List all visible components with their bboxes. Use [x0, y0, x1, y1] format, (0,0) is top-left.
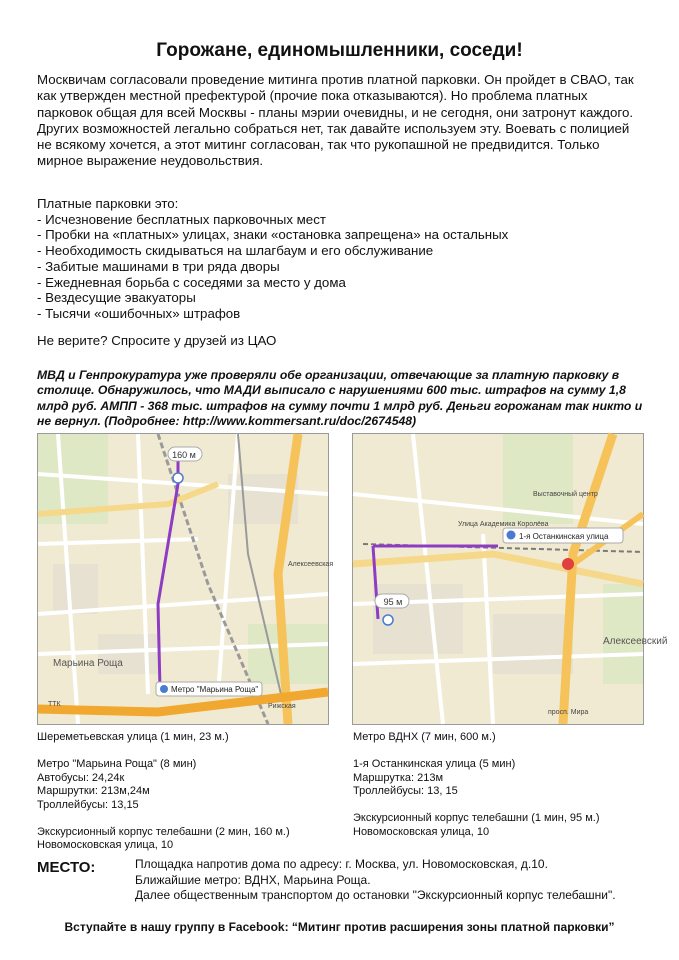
intro-paragraph-2: Других возможностей легально собраться нет, так давайте используем эту. Воевать с полицией не всякому хочется, а этот митинг согласован, так что рукопашной не предвидится. Только мирное выражение неудовольствия.: [37, 120, 630, 169]
stop-label: 1-я Останкинская улица: [519, 532, 609, 541]
list-item: - Ежедневная борьба с соседями за место у дома: [37, 274, 346, 290]
district-label: Марьина Роща: [53, 658, 123, 669]
routes-left: [37, 731, 337, 853]
map-left-canvas: [38, 434, 334, 724]
street-label: Алексеевская: [288, 561, 334, 568]
route-line-text: Новомосковская улица, 10: [37, 839, 174, 851]
list-heading: Платные парковки это:: [37, 196, 179, 211]
walk-distance-right: 95 м: [383, 597, 403, 607]
list-item: - Вездесущие эвакуаторы: [37, 290, 196, 306]
route-line-text: 1-я Останкинская улица (5 мин): [353, 758, 516, 770]
route-line-text: Новомосковская улица, 10: [353, 825, 490, 838]
route-line-text: Автобусы: 24,24к: [37, 771, 125, 784]
route-line-text: Троллейбусы: 13,15: [37, 798, 139, 811]
list-item: - Необходимость скидываться на шлагбаум и его обслуживание: [37, 243, 434, 259]
route-line-text: Метро "Марьина Роща" (8 мин): [37, 758, 197, 770]
walk-distance-left: 160 м: [172, 450, 196, 460]
stop-marker-icon: [173, 473, 183, 483]
list-item: - Забитые машинами в три ряда дворы: [37, 258, 280, 274]
list-item: - Исчезновение бесплатных парковочных мест: [37, 211, 326, 227]
map-marina-roshcha: [37, 433, 334, 725]
route-line-text: Маршрутки: 213м,24м: [37, 785, 150, 797]
stop-marker-icon: [383, 615, 393, 625]
place-metro: Ближайшие метро: ВДНХ, Марьина Роща.: [135, 872, 371, 887]
route-line-text: Метро ВДНХ (7 мин, 600 м.): [353, 731, 496, 743]
question-text: Не верите? Спросите у друзей из ЦАО: [37, 333, 277, 348]
place-details: [135, 857, 616, 904]
park-area: [603, 584, 643, 684]
station-label: Рижская: [268, 703, 296, 710]
district-label: Алексеевский: [603, 636, 668, 647]
center-label: Выставочный центр: [533, 491, 598, 498]
map-vdnh: [352, 433, 668, 725]
place-transport: Далее общественным транспортом до остановки "Экскурсионный корпус телебашни".: [135, 888, 616, 902]
investigation-note: МВД и Генпрокуратура уже проверяли обе организации, отвечающие за платную парковку в столице. Обнаружилось, что МАДИ выписало с нарушениями 600 тыс. штрафов на сумму 1,8 млрд руб. АМПП - 368 тыс. штрафов на сумму почти 1 млрд руб. Деньги горожанам так никто и не вернул. (Подробнее: http://www.kommersant.ru/doc/2674548): [37, 368, 643, 429]
list-item: - Тысячи «ошибочных» штрафов: [37, 305, 241, 321]
map-right-canvas: [353, 434, 668, 724]
route-line-text: Маршрутка: 213м: [353, 771, 444, 784]
paid-parking-list: [37, 196, 642, 322]
route-line-text: Троллейбусы: 13, 15: [353, 785, 458, 797]
metro-icon: [160, 685, 168, 693]
intro-text: [37, 72, 642, 170]
route-line-text: Экскурсионный корпус телебашни (1 мин, 95 м.): [353, 812, 600, 824]
page-title: Горожане, единомышленники, соседи!: [156, 40, 523, 61]
avenue-label: просп. Мира: [548, 709, 589, 716]
route-line-text: Экскурсионный корпус телебашни (2 мин, 160 м.): [37, 825, 290, 838]
routes-right: [353, 731, 653, 839]
place-address: Площадка напротив дома по адресу: г. Москва, ул. Новомосковская, д.10.: [135, 857, 548, 871]
stop-marker-icon: [507, 531, 516, 540]
place-label: МЕСТО:: [37, 859, 96, 876]
ttk-label: ТТК: [48, 701, 61, 708]
intro-paragraph-1: Москвичам согласовали проведение митинга против платной парковки. Он пройдет в СВАО, так как утвержден местной префектурой (прочие пока отказываются). Но проблема платных парковок общая для всей Москвы - планы мэрии очевидны, и не сегодня, они затронут каждого.: [37, 72, 634, 120]
facebook-group-callout: Вступайте в нашу группу в Facebook: “Митинг против расширения зоны платной парковки”: [64, 920, 615, 934]
metro-label: Метро "Марьина Роща": [171, 685, 259, 694]
destination-marker-icon: [562, 558, 574, 570]
route-line-text: Шереметьевская улица (1 мин, 23 м.): [37, 731, 229, 743]
street-label: Улица Академика Королёва: [458, 521, 549, 528]
list-item: - Пробки на «платных» улицах, знаки «остановка запрещена» на остальных: [37, 227, 509, 243]
